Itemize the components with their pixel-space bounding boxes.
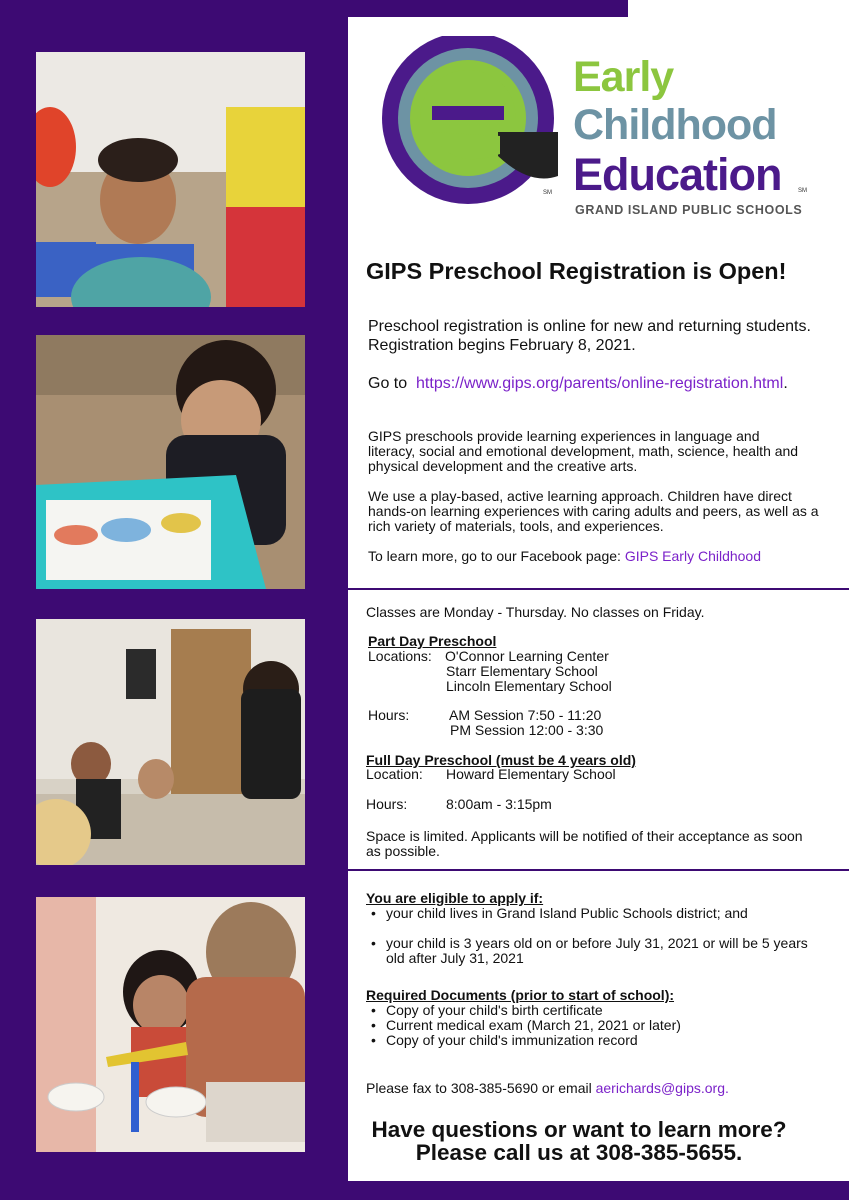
- registration-text: Preschool registration is online for new and returning students. Registration begins February 8, 2021.: [368, 318, 811, 354]
- location-lincoln: Lincoln Elementary School: [446, 678, 612, 694]
- ece-logo-icon: [380, 36, 570, 206]
- bottom-purple-bar: [0, 1181, 849, 1200]
- list-item: • Copy of your child's birth certificate: [366, 1003, 816, 1018]
- photo-balance-scale: [36, 897, 305, 1152]
- logo-district: GRAND ISLAND PUBLIC SCHOOLS: [575, 203, 803, 217]
- goto-suffix: .: [783, 375, 788, 392]
- documents-heading: Required Documents (prior to start of school):: [366, 987, 675, 1003]
- wordmark-service-mark: SM: [798, 188, 807, 194]
- fax-text: Please fax to 308-385-5690 or email: [366, 1080, 592, 1096]
- logo-service-mark: SM: [543, 190, 552, 196]
- section-divider: [348, 869, 849, 871]
- part-day-hours-label: Hours:: [368, 707, 410, 723]
- full-day-hours-label: Hours:: [366, 796, 408, 812]
- logo-education: Education: [573, 149, 782, 200]
- eligibility-list: [366, 906, 816, 966]
- photo-boy-with-blocks: [36, 52, 305, 307]
- list-item: • Copy of your child's immunization record: [366, 1033, 816, 1048]
- logo-childhood: Childhood: [573, 101, 777, 149]
- goto-prefix: Go to: [368, 375, 408, 392]
- location-oconnor: O'Connor Learning Center: [445, 648, 609, 664]
- full-day-heading: Full Day Preschool (must be 4 years old): [366, 752, 636, 768]
- facebook-line: [368, 549, 838, 564]
- email-link[interactable]: aerichards@gips.org.: [595, 1080, 729, 1096]
- list-item: • your child lives in Grand Island Public Schools district; and: [366, 906, 816, 921]
- cta-phone: Please call us at 308-385-5655.: [415, 1140, 743, 1165]
- eligibility-heading: You are eligible to apply if:: [366, 890, 544, 906]
- approach-text: We use a play-based, active learning approach. Children have direct hands-on learning experiences with caring adults and peers, as well as a rich variety of materials, tools, and experiences.: [368, 488, 819, 534]
- location-starr: Starr Elementary School: [446, 663, 598, 679]
- facebook-link[interactable]: GIPS Early Childhood: [624, 548, 762, 564]
- photo-classroom-group: [36, 619, 305, 865]
- am-session: AM Session 7:50 - 11:20: [449, 707, 602, 723]
- registration-link-line: [368, 374, 848, 393]
- logo-early: Early: [573, 53, 674, 101]
- list-item: • Current medical exam (March 21, 2021 or later): [366, 1018, 816, 1033]
- part-day-heading: Part Day Preschool: [368, 633, 497, 649]
- registration-link[interactable]: https://www.gips.org/parents/online-registration.html: [416, 375, 784, 392]
- class-days: Classes are Monday - Thursday. No classes on Friday.: [366, 604, 705, 620]
- top-purple-bar: [0, 0, 628, 17]
- photo-girl-painting: [36, 335, 305, 589]
- cta-question: Have questions or want to learn more?: [371, 1117, 787, 1142]
- full-day-hours: 8:00am - 3:15pm: [446, 796, 552, 812]
- documents-list: [366, 1003, 816, 1048]
- pm-session: PM Session 12:00 - 3:30: [450, 722, 604, 738]
- list-item: • your child is 3 years old on or before July 31, 2021 or will be 5 years old after July 31, 2021: [366, 936, 816, 966]
- locations-label: Locations:: [368, 648, 432, 664]
- space-notice: Space is limited. Applicants will be notified of their acceptance as soon as possible.: [366, 828, 803, 859]
- learn-more-text: To learn more, go to our Facebook page:: [368, 548, 621, 564]
- full-day-location: Howard Elementary School: [446, 766, 616, 782]
- fax-line: [366, 1081, 729, 1096]
- about-text: GIPS preschools provide learning experiences in language and literacy, social and emotional development, math, science, health and physical development and the creative arts.: [368, 428, 799, 474]
- page-title: GIPS Preschool Registration is Open!: [366, 258, 787, 284]
- full-day-location-label: Location:: [366, 766, 423, 782]
- section-divider: [348, 588, 849, 590]
